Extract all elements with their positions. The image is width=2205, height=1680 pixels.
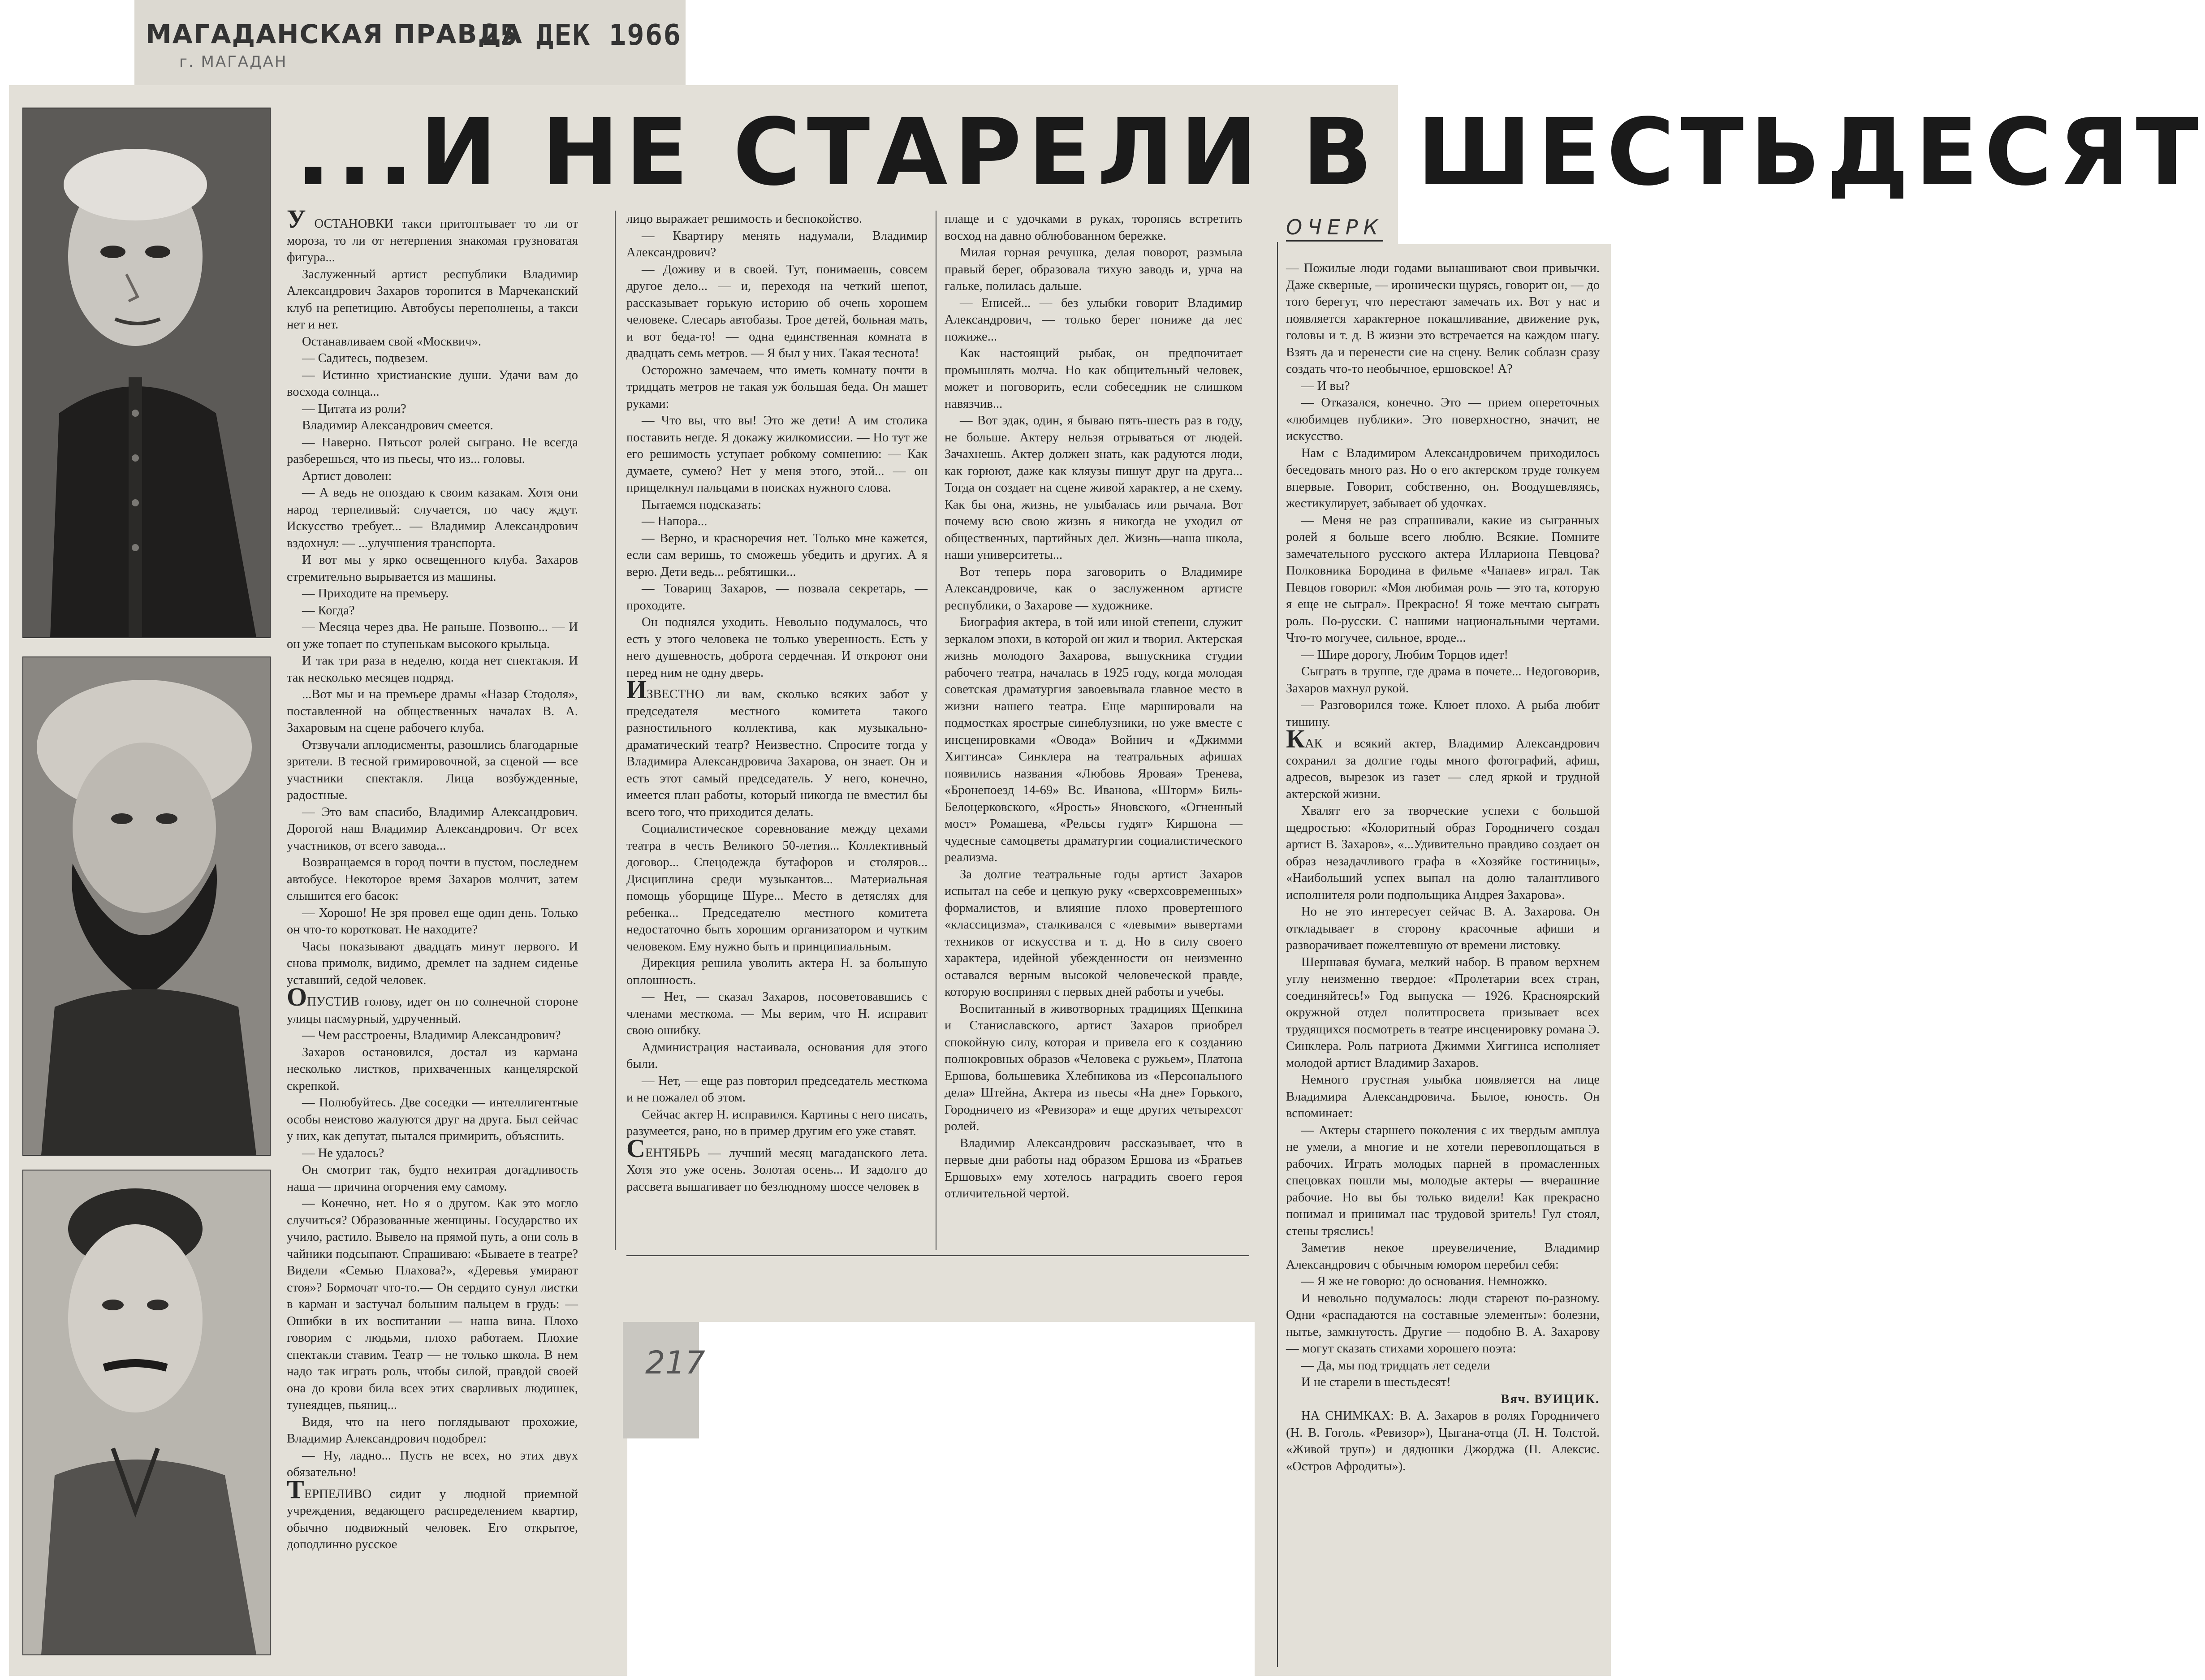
article-paragraph: — Меня не раз спрашивали, какие из сыгранных ролей я больше всего люблю. Всякие. Помните замечательного русского актера Иллариона Певцова? Полковника Бородина в фильме «Чапаев» играл. Так Певцов говорил: «Моя любимая роль — это та, которую я еще не сыграл». Прекрасно! Я тоже мечтаю сыграть роль. По-русски. С нашими национальными чертами. Что-то могучее, сильное, вроде... [1286,513,1600,645]
article-paragraph: Видя, что на него поглядывают прохожие, Владимир Александрович подобрел: [287,1415,578,1446]
article-paragraph: Сыграть в труппе, где драма в почете... Недоговорив, Захаров махнул рукой. [1286,665,1600,695]
article-paragraph: ОПУСТИВ голову, идет он по солнечной стороне улицы пасмурный, удрученный. [287,982,578,1026]
article-column-3 [945,211,1243,1304]
article-paragraph: — Ну, ладно... Пусть не всех, но этих двух обязательно! [287,1448,578,1479]
article-paragraph: — Наверно. Пятьсот ролей сыграно. Не всегда разберешься, что из пьесы, что из... головы. [287,435,578,466]
article-paragraph: Вот теперь пора заговорить о Владимире Александровиче, как о заслуженном артисте республики, о Захарове — художнике. [945,565,1243,613]
newspaper-city: г. МАГАДАН [179,53,288,71]
article-paragraph: — А ведь не опоздаю к своим казакам. Хотя они народ терпеливый: случается, по часу ждут. Искусство требует... — Владимир Александрович вздохнул: — ...улучшения транспорта. [287,486,578,550]
article-paragraph: НА СНИМКАХ: В. А. Захаров в ролях Городничего (Н. В. Гоголь. «Ревизор»), Цыгана-отца (Л. Н. Толстой. «Живой труп») и дядюшки Джорджа (П. Алексис. «Остров Афродиты»). [1286,1409,1600,1473]
article-paragraph: плаще и с удочками в руках, торопясь встретить восход на давно облюбованном бережке. [945,212,1243,243]
handwritten-number: 217 [645,1344,705,1381]
article-paragraph: Администрация настаивала, основания для этого были. [626,1040,928,1071]
article-paragraph: — Нет, — еще раз повторил председатель месткома и не пожалел об этом. [626,1074,928,1105]
article-paragraph: — Садитесь, подвезем. [302,351,428,365]
article-paragraph: ИЗВЕСТНО ли вам, сколько всяких забот у председателя местного комитета такого разностильного коллектива, как музыкально-драматический театр? Неизвестно. Спросите тогда у Владимира Александровича Захарова, он знает. Он и есть этот самый председатель. У него, конечно, имеется план работы, который никогда не вместил бы всего того, что приходится делать. [626,675,928,819]
drop-cap: К [1286,724,1305,753]
article-paragraph: — Товарищ Захаров, — позвала секретарь, — проходите. [626,582,928,613]
column-divider [615,211,616,1250]
article-paragraph: лицо выражает решимость и беспокойство. [626,212,863,226]
article-paragraph: Нам с Владимиром Александровичем приходилось беседовать много раз. Но о его актерском труде толкуем впервые. Говорит, собственно, он. Воодушевляясь, жестикулирует, забывает об удочках. [1286,446,1600,510]
article-paragraph: — Полюбуйтесь. Две соседки — интеллигентные особы неистово жалуются друг на друга. Был сейчас у них, как депутат, пытался примирить, объяснить. [287,1096,578,1143]
article-paragraph: Возвращаемся в город почти в пустом, последнем автобусе. Некоторое время Захаров молчит, затем слышится его басок: [287,855,578,903]
article-paragraph: — Разговорился тоже. Клюет плохо. А рыба любит тишину. [1286,698,1600,729]
article-paragraph: Заслуженный артист республики Владимир Александрович Захаров торопится в Марчеканский клуб на репетицию. Автобусы переполнены, а такси нет и нет. [287,267,578,332]
article-paragraph: — Отказался, конечно. Это — прием опереточных «любимцев публики». Это поверхностно, значит, не искусство. [1286,396,1600,443]
drop-cap: О [287,982,307,1011]
article-headline: ...И НЕ СТАРЕЛИ В ШЕСТЬДЕСЯТ [296,99,2205,206]
date-stamp: 25 ДЕК 1966 [482,19,682,52]
article-paragraph: Сейчас актер Н. исправился. Картины с него писать, разумеется, рано, но в пример другим его уже ставят. [626,1107,928,1138]
article-paragraph: И не старели в шестьдесят! [1301,1375,1451,1389]
article-paragraph: Немного грустная улыбка появляется на лице Владимира Александровича. Былое, юность. Он вспоминает: [1286,1073,1600,1120]
article-paragraph: КАК и всякий актер, Владимир Александрович сохранил за долгие годы много фотографий, афиш, адресов, вырезок из газет — след яркой и трудной актерской жизни. [1286,724,1600,801]
article-paragraph: Он поднялся уходить. Невольно подумалось, что есть у этого человека не только уверенность. Есть у него душевность, доброта сердечная. И откроют они перед ним не одну дверь. [626,615,928,680]
article-paragraph: У ОСТАНОВКИ такси притоптывает то ли от мороза, то ли от нетерпения знакомая грузноватая фигура... [287,204,578,264]
article-paragraph: Захаров остановился, достал из кармана несколько листков, прихваченных канцелярской скрепкой. [287,1045,578,1093]
article-paragraph: Отзвучали аплодисменты, разошлись благодарные зрители. В тесной гримировочной, за сценой — все участники спектакля. Лица возбужденные, радостные. [287,738,578,802]
portrait-photo-gorodnichy [22,108,271,638]
article-paragraph: Шершавая бумага, мелкий набор. В правом верхнем углу неизменно твердое: «Пролетарии всех стран, соединяйтесь!» Год выпуска — 1926. Красноярский окружной отдел политпросвета призывает всех трудящихся посмотреть в театре инсценировку романа Э. Синклера. Роль патриота Джимми Хиггинса исполняет молодой артист Владимир Захаров. [1286,955,1600,1070]
article-paragraph: — Енисей... — без улыбки говорит Владимир Александрович, — только берег пониже да лес пожиже... [945,296,1243,344]
article-paragraph: Как настоящий рыбак, он предпочитает промышлять молча. Но как общительный человек, может и поговорить, если собеседник не слишком навязчив... [945,346,1243,411]
article-paragraph: Артист доволен: [302,469,392,483]
article-paragraph: — Шире дорогу, Любим Торцов идет! [1301,648,1508,662]
article-paragraph: — И вы? [1301,379,1350,393]
article-paragraph: Осторожно замечаем, что иметь комнату почти в тридцать метров не такая уж большая беда. Он машет руками: [626,363,928,411]
drop-cap: У [287,204,306,233]
article-paragraph: — Актеры старшего поколения с их твердым амплуа не умели, а многие и не хотели перевоплощаться в рабочих. Играть молодых парней в промасленных спецовках пошли мы, молодые актеры — вчерашние рабочие. Но вы бы только видели! Как прекрасно понимал и принимал нас трудовой зритель! Гул стоял, стены тряслись! [1286,1123,1600,1238]
article-paragraph: Он смотрит так, будто нехитрая догадливость наша — причина огорчения ему самому. [287,1163,578,1194]
article-paragraph: Владимир Александрович смеется. [302,419,493,432]
article-paragraph: — Когда? [302,603,355,618]
rubric-label: ОЧЕРК [1286,215,1383,242]
article-paragraph: За долгие театральные годы артист Захаров испытал на себе и цепкую руку «сверхсовременных» формалистов, и влияние плохо провертенного «классицизма», сталкивался с «левыми» вывертами техников от искусства и т. д. Но в силу своего характера, идейной убежденности он неизменно оставался верным высокой человеческой правде, которую воспринял с первых дней работы и учебы. [945,867,1243,999]
article-paragraph: — Цитата из роли? [302,402,406,416]
article-paragraph: И невольно подумалось: люди стареют по-разному. Одни «распадаются на составные элементы»: болезни, нытье, замкнутость. Другие — подобно В. А. Захарову — могут сказать стихами хорошего поэта: [1286,1291,1600,1356]
article-paragraph: — Квартиру менять надумали, Владимир Александрович? [626,229,928,259]
drop-cap: Т [287,1474,304,1504]
drop-cap: С [626,1133,645,1163]
article-paragraph: — Нет, — сказал Захаров, посоветовавшись с членами месткома. — Мы верим, что Н. исправит свою ошибку. [626,990,928,1037]
article-paragraph: ТЕРПЕЛИВО сидит у людной приемной учреждения, ведающего распределением квартир, обычно подвижный человек. Его открытое, доподлинно русское [287,1474,578,1551]
article-column-1 [287,204,578,1658]
article-paragraph: — Я же не говорю: до основания. Немножко. [1301,1274,1548,1288]
article-paragraph: СЕНТЯБРЬ — лучший месяц магаданского лета. Хотя это уже осень. Золотая осень... И задолго до рассвета вышагивает по безлюдному шоссе человек в [626,1133,928,1194]
article-paragraph: Воспитанный в животворных традициях Щепкина и Станиславского, артист Захаров приобрел спокойную силу, которая и привела его к созданию полнокровных образов «Человека с ружьем», Платона Ершова, большевика Хлебникова из «Персонального дела» Штейна, Актера из пьесы «На дне» Горького, Городничего из «Ревизора» и еще других четырехсот ролей. [945,1002,1243,1133]
article-paragraph: — Чем расстроены, Владимир Александрович? [302,1028,561,1042]
article-paragraph: — Что вы, что вы! Это же дети! А им столика поставить негде. Я докажу жилкомиссии. — Но тут же его решимость уступает робкому сомнению: — Как думаете, сумею? Нет у меня этого, этой... — он прищелкнул пальцами в поисках нужного слова. [626,414,928,495]
portrait-photo-uncle-george [22,1170,271,1655]
article-paragraph: Хвалят его за творческие успехи с большой щедростью: «Колоритный образ Городничего создал артист В. Захаров», «...Удивительно правдиво создает он образ незадачливого графа в «Хозяйке гостиницы», «Наибольший успех выпал на долю талантливого исполнителя роли подпольщика Андрея Захарова». [1286,804,1600,902]
article-paragraph: — Истинно христианские души. Удачи вам до восхода солнца... [287,368,578,399]
article-paragraph: — Напора... [642,514,708,528]
article-paragraph: Заметив некое преувеличение, Владимир Александрович с обычным юмором перебил себя: [1286,1241,1600,1272]
article-paragraph: — Приходите на премьеру. [302,587,449,600]
portrait-photo-gypsy-father [22,656,271,1156]
article-paragraph: Биография актера, в той или иной степени, служит зеркалом эпохи, в которой он жил и творил. Актерская жизнь молодого Захарова, выпускника студии рабочего театра, началась в 1925 году, когда молодая советская драматургия завоевывала главное место в жизни нашего театра. Еще маршировали на подмостках ярострые синеблузники, но уже вместе с инсценировками «Овода» Войнич и «Джимми Хиггинса» Синклера на театральных афишах появились названия «Любовь Яровая» Тренева, «Бронепоезд 14-69» Вс. Иванова, «Шторм» Биль-Белоцерковского, «Ярость» Яновского, «Огненный мост» Ромашева, «Рельсы гудят» Киршона — чудесные самоцветы драматургии социалистического реализма. [945,615,1243,864]
article-paragraph: ...Вот мы и на премьере драмы «Назар Стодоля», поставленной на общественных началах В. А. Захаровым на сцене рабочего клуба. [287,687,578,735]
article-paragraph: — Вот эдак, один, я бываю пять-шесть раз в году, не больше. Актеру нельзя отрываться от людей. Зачахнешь. Актер должен знать, как радуются люди, как горюют, даже как кляузы пишут друг на друга... Тогда он создает на сцене живой характер, а не схему. Как бы она, жизнь, не улыбалась или рычала. Вот почему всю свою жизнь я никогда не уходил от общественных, партийных дел. Жизнь—наша школа, наши университеты... [945,414,1243,562]
article-paragraph: Часы показывают двадцать минут первого. И снова примолк, видимо, дремлет на заднем сиденье уставший, седой человек. [287,939,578,987]
article-paragraph: Вяч. ВУИЦИК. [1501,1392,1600,1406]
article-paragraph: — Конечно, нет. Но я о другом. Как это могло случиться? Образованные женщины. Государство их учило, растило. Вывело на прямой путь, а они соль в чайники подсыпают. Спрашиваю: «Бываете в театре? Видели «Семью Плахова?», «Деревья умирают стоя»? Бормочат что-то.— Он сердито сунул листки в карман и застучал большим пальцем в грудь: — Ошибки в их воспитании — наша вина. Плохо говорим с людьми, плохо работаем. Плохие спектакли ставим. Театр — не только школа. В нем надо так играть роль, чтобы силой, правдой своей она до крови била всех этих сварливых людишек, тунеядцев, пьяниц... [287,1196,578,1412]
column-divider [1277,242,1278,1667]
article-paragraph: И вот мы у ярко освещенного клуба. Захаров стремительно вырывается из машины. [287,553,578,584]
article-column-2 [626,211,928,1250]
article-paragraph: Пытаемся подсказать: [642,497,762,512]
article-paragraph: И так три раза в неделю, когда нет спектакля. И так несколько месяцев подряд. [287,654,578,685]
article-paragraph: — Месяца через два. Не раньше. Позвоню... — И он уже топает по ступенькам высокого крыльца. [287,620,578,651]
article-paragraph: — Это вам спасибо, Владимир Александрович. Дорогой наш Владимир Александрович. От всех участников, от всего завода... [287,805,578,853]
article-paragraph: — Не удалось? [302,1146,384,1160]
article-column-4 [1286,260,1600,1671]
article-paragraph: — Да, мы под тридцать лет седели [1301,1358,1490,1373]
article-paragraph: Милая горная речушка, делая поворот, размыла правый берег, образовала тихую заводь и, урча на гальке, полилась дальше. [945,246,1243,293]
article-paragraph: — Пожилые люди годами вынашивают свои привычки. Даже скверные, — иронически щурясь, говорит он, — до того берегут, что перестают замечать их. Вот у нас и появляется характерное покашливание, движение рук, головы и т. д. В жизни это встречается на каждом шагу. Взять да и перенести сие на сцену. Велик соблазн сразу создать что-то необычное, ершовское! А? [1286,261,1600,376]
article-paragraph: — Верно, и красноречия нет. Только мне кажется, если сам веришь, то сможешь убедить и других. А я верю. Дети ведь... ребятишки... [626,531,928,579]
drop-cap: И [626,675,647,704]
article-paragraph: Дирекция решила уволить актера Н. за большую оплошность. [626,956,928,987]
article-paragraph: — Доживу и в своей. Тут, понимаешь, совсем другое дело... — и, переходя на четкий шепот, рассказывает горькую историю об очень хорошем человеке. Слесарь автобазы. Трое детей, больная мать, и вот беда-то! — одна единственная комната в двадцать семь метров. — Я был у них. Такая теснота! [626,262,928,360]
article-paragraph: Но не это интересует сейчас В. А. Захарова. Он откладывает в сторону красочные афиши и разворачивает пожелтевшую от времени листовку. [1286,905,1600,952]
article-paragraph: Останавливаем свой «Москвич». [302,334,481,349]
newspaper-name: МАГАДАНСКАЯ ПРАВДА [146,19,523,49]
article-paragraph: Социалистическое соревнование между цехами театра в честь Великого 50-летия... Коллективный договор... Спецодежда бутафоров и столяров... Дисциплина среди музыкантов... Материальная помощь уборщице Шуре... Место в детяслях для ребенка... Председателю местного комитета недостаточно быть хорошим организатором и чутким человеком. Ему нужно быть и принципиальным. [626,822,928,954]
article-paragraph: Владимир Александрович рассказывает, что в первые дни работы над образом Ершова из «Братьев Ершовых» ему хотелось наградить своего героя отличительной чертой. [945,1136,1243,1201]
article-paragraph: — Хорошо! Не зря провел еще один день. Только он что-то коротковат. Не находите? [287,906,578,937]
